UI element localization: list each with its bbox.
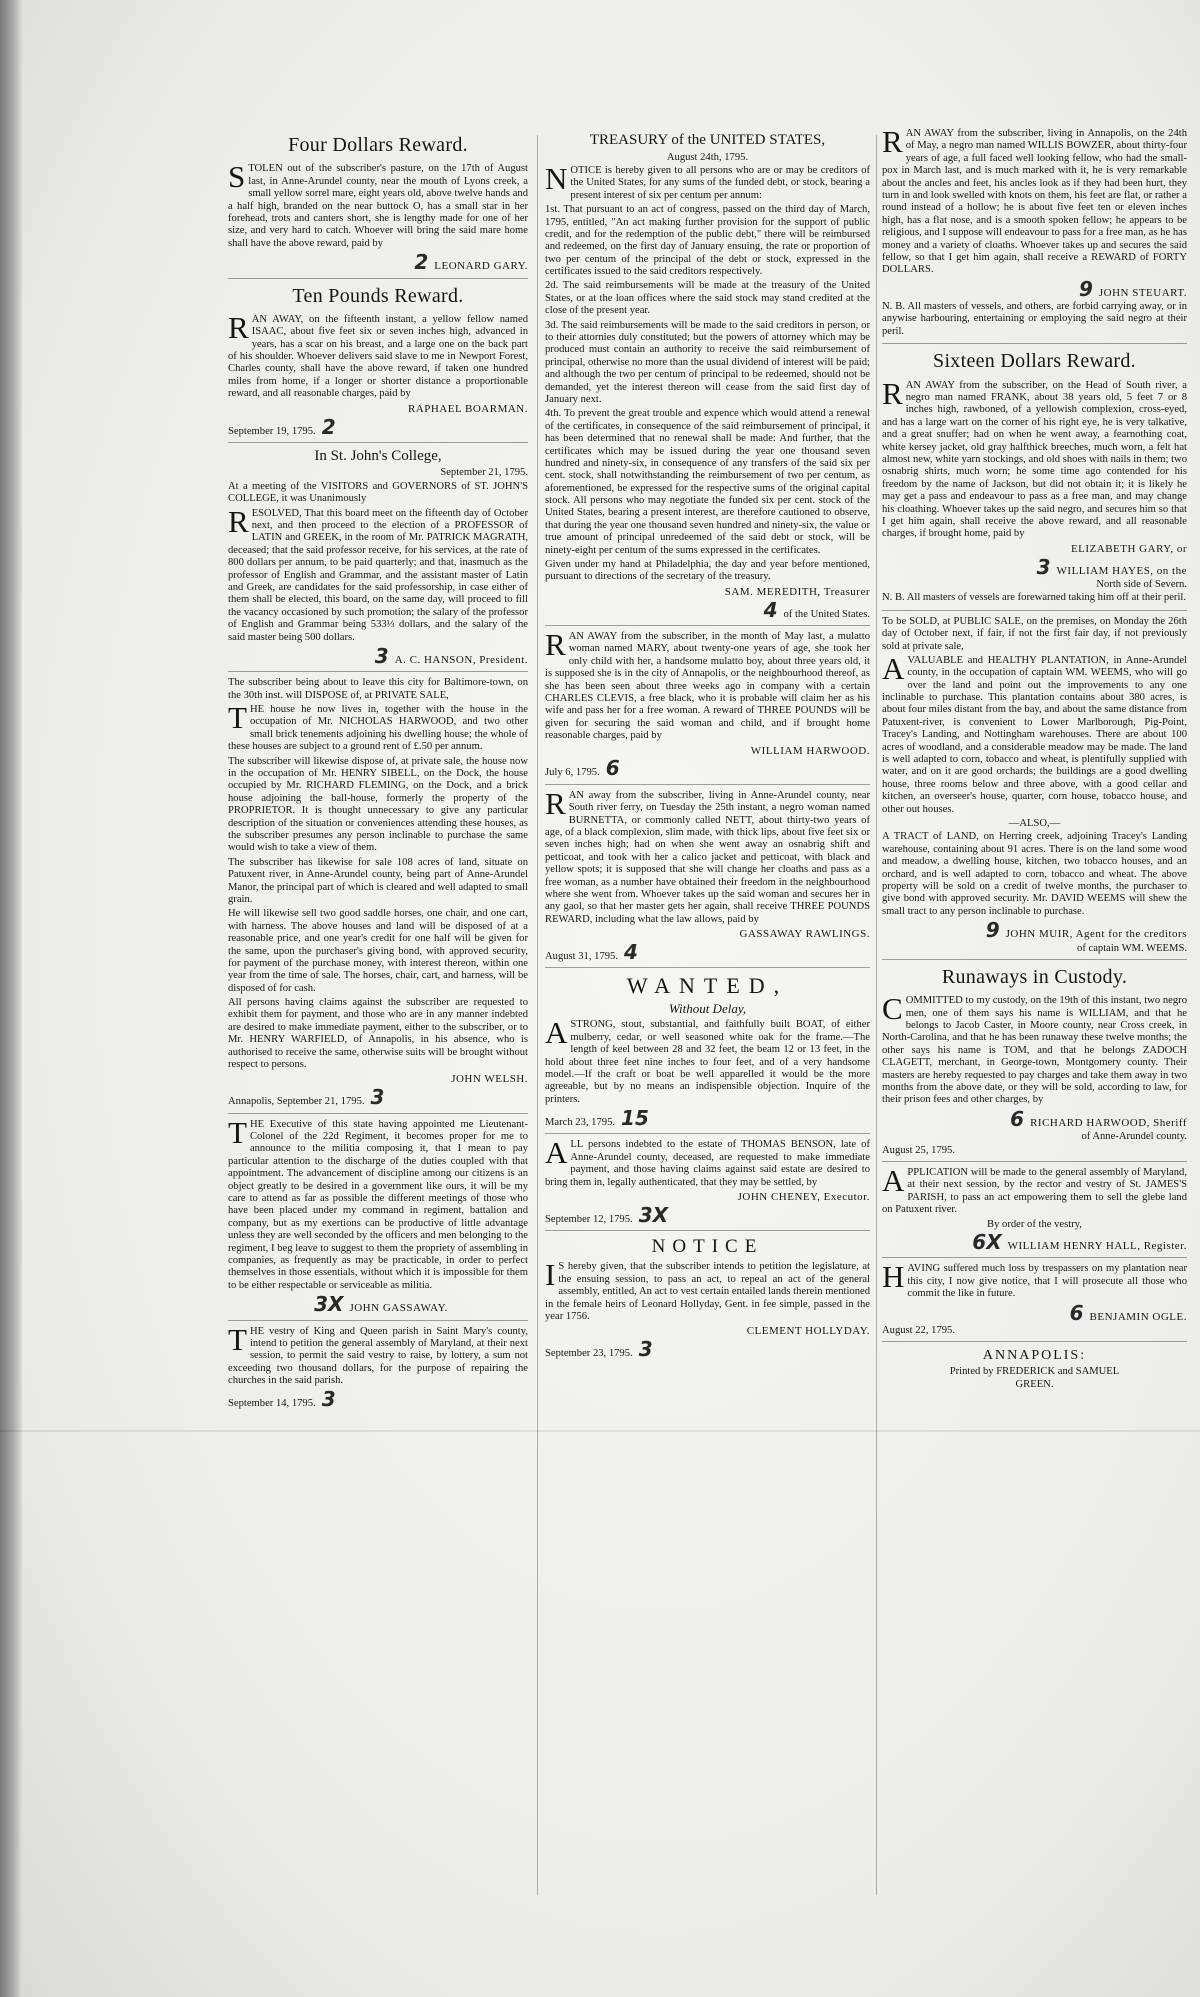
- ad-date: September 21, 1795.: [440, 467, 528, 479]
- ad-signer-title: of captain WM. WEEMS.: [1077, 942, 1187, 954]
- ad-signer-address: North side of Severn.: [1096, 578, 1187, 590]
- ad-title: Four Dollars Reward.: [288, 134, 468, 156]
- ad-title: Ten Pounds Reward.: [292, 284, 464, 307]
- ad-body: RESOLVED, That this board meet on the fifteenth day of October next, and then proceed to the election of a PROFESSOR of LATIN and GREEK, in the room of Mr. PATRICK MAGRATH, deceased; that the said professor receive, for his services, at the rate of 800 dollars per annum, to be paid quarterly; and that, inasmuch as the professor of English and Grammar, and the assistant master of Latin and Greek, are candidates for the said professorship, in case either of them shall be elected, this board, on the same day, will proceed to fill the vacancy occasioned by such promotion; the salary of the professor of English and Grammar being 533⅓ dollars, and the salary of the said master being 500 dollars.: [228, 503, 528, 643]
- ad-paragraph: All persons having claims against the subscriber are requested to exhibit them for payment, and those who are in any manner indebted are desired to make immediate payment, either to the subscriber, or to Mr. HENRY WARFIELD, of Annapolis, in his absence, who is authorised to receive the same, otherwise suits will be brought without respect to persons.: [228, 997, 528, 1071]
- ad-note: N. B. All masters of vessels are forewarned taking him off at their peril.: [882, 592, 1186, 604]
- ad-separator: —ALSO,—: [1008, 818, 1061, 829]
- handwritten-mark: 3: [1036, 554, 1051, 579]
- ad-signer-title: of the United States.: [783, 608, 870, 620]
- ad-body: THE Executive of this state having appointed me Lieutenant-Colonel of the 22d Regiment, it becomes proper for me to announce to the militia composing it, that I mean to pay particular attention to the discharge of the duties coupled with that appointment. The advancement of discipline among our citizens is an object greatly to be desired in a government like ours, it will be my care to attend as far as possible the different meetings of those who have been placed under my command in regiment, battalion and company, but as my exertions can be productive of little advantage unless they are well seconded by the officers and men belonging to the regiment, I beg leave to suggest to them the propriety of assembling in companies, as frequently as may be practicable, in order to perfect themselves in those essentials, without which it is impossible for them to be either respectable or serviceable as militia.: [228, 1114, 528, 1291]
- ad-date: August 24th, 1795.: [666, 151, 749, 163]
- ad-body: APPLICATION will be made to the general assembly of Maryland, at their next session, by the rector and vestry of St. JAMES'S PARISH, to pass an act empowering them to sell the glebe land on Patuxent river.: [882, 1162, 1187, 1216]
- handwritten-mark: 9: [985, 918, 1000, 943]
- ad-intro: The subscriber being about to leave this city for Baltimore-town, on the 30th inst. will DISPOSE of, at PRIVATE SALE,: [228, 677, 528, 701]
- advertisement-vestry-lottery: [228, 1321, 528, 1415]
- ad-date: September 19, 1795.: [228, 425, 316, 437]
- handwritten-mark: 3: [374, 643, 389, 668]
- ad-signer-title: of Anne-Arundel county.: [1081, 1131, 1187, 1143]
- ad-signer: RAPHAEL BOARMAN.: [407, 402, 528, 415]
- binding-edge: [0, 0, 22, 1997]
- handwritten-mark: 6: [1010, 1106, 1025, 1131]
- ad-signer: BENJAMIN OGLE.: [1089, 1310, 1187, 1323]
- ad-paragraph: The subscriber has likewise for sale 108 acres of land, situate on Patuxent river, in Anne-Arundel county, being part of Anne-Arundel Manor, the principal part of which is cleared and well adapted to small grain.: [228, 856, 528, 905]
- ad-signer: GASSAWAY RAWLINGS.: [739, 928, 870, 941]
- advertisement-ten-pounds-reward: [228, 285, 528, 443]
- left-column: [228, 128, 528, 1420]
- ad-paragraph: 2d. The said reimbursements will be made at the treasury of the United States, or at the loan offices where the said stock may stand credited at the close of the present year.: [545, 280, 870, 317]
- ad-subtitle: Without Delay,: [668, 1001, 747, 1017]
- ad-paragraph: 3d. The said reimbursements will be made to the said creditors in person, or to their attornies duly constituted; but the powers of attorney which may be produced must contain an authority to receive the said reimbursement of principal, otherwise no more than the usual dividend of interest will be paid; and although the two per centum of principal to be redeemed, should not be demanded, yet the interest thereon will cease from the said first day of January next.: [545, 319, 870, 405]
- ad-note: N. B. All masters of vessels, and others, are forbid carrying away, or in anywise harbouring, entertaining or employing the said negro at their peril.: [882, 301, 1187, 337]
- advertisement-trespassers-notice: [882, 1259, 1187, 1342]
- ad-date: September 23, 1795.: [545, 1348, 633, 1360]
- ad-body: A TRACT of LAND, on Herring creek, adjoining Tracey's Landing warehouse, containing about 91 acres. There is on the land some wood and meadow, a dwelling house, kitchen, two tobacco houses, and an orchard, and is well adapted to corn, tobacco and wheat. The above property will be sold on a credit of twelve months, the purchaser to give bond with approved security. Mr. DAVID WEEMS will shew the small tract to any person inclinable to purchase.: [882, 831, 1187, 917]
- ad-date: August 22, 1795.: [882, 1324, 955, 1336]
- ad-order: By order of the vestry,: [987, 1218, 1082, 1230]
- advertisement-public-sale: [882, 616, 1187, 960]
- handwritten-mark: 6: [1069, 1300, 1084, 1325]
- ad-body: RAN AWAY from the subscriber, in the month of May last, a mulatto woman named MARY, about twenty-one years of age, she took her only child with her, a handsome mulatto boy, about three years old, it is supposed she is in the city of Annapolis, or the neighbourhood thereof, as she has been seen about three weeks ago in company with a certain CHARLES CLEVIS, a free black, who it is probable will claim her as his wife and pass her for a free woman. A reward of THREE POUNDS will be given for securing the said woman and child, and if brought home reasonable charges, paid by: [545, 627, 870, 742]
- ad-paragraph: Given under my hand at Philadelphia, the day and year before mentioned, pursuant to directions of the secretary of the treasury.: [545, 559, 870, 583]
- ad-body: RAN AWAY, on the fifteenth instant, a yellow fellow named ISAAC, about five feet six or seven inches high, advanced in years, has a scar on his breast, and a large one on the back part of his shoulder. Whoever delivers said slave to me in Newport Forest, Charles county, shall have the above reward, if taken one hundred miles from home, if a longer or shorter distance a proportionable reward, and all reasonable charges, paid by: [228, 309, 528, 400]
- handwritten-mark: 3X: [638, 1202, 669, 1227]
- advertisement-private-sale: [228, 677, 528, 1113]
- ad-signer: CLEMENT HOLLYDAY.: [746, 1325, 870, 1338]
- ad-title: NOTICE: [651, 1236, 764, 1258]
- handwritten-mark: 3: [638, 1337, 653, 1362]
- ad-date: September 14, 1795.: [228, 1398, 316, 1410]
- ad-paragraph: He will likewise sell two good saddle horses, one chair, and one cart, with harness. The above houses and land will be disposed of at a reasonable price, and one year's credit for one half will be given for the same, upon the purchaser's giving bond, with approved security, for payment of the purchase money, with interest thereon, within one year from the time of sale. The horses, chair, cart, and harness, will be disposed of for cash.: [228, 908, 528, 994]
- handwritten-mark: 4: [763, 597, 778, 622]
- advertisement-wanted-boat: [545, 973, 870, 1134]
- ad-body: RAN AWAY from the subscriber, on the Head of South river, a negro man named FRANK, about 38 years old, 5 feet 7 or 8 inches high, rawboned, of a yellowish complexion, cross-eyed, and has a large wart on the corner of his right eye, he is very talkative, and a great snuffer; had on when he went away, a fearnothing coat, white kersey jacket, old gray halfthick breeches, much worn, a felt hat almost new, white yarn stockings, and old shoes with nails in them; two osnabrig shirts, much worn; he some time ago contended for his freedom by the name of Jackson, but did not obtain it; it is likely he may get a pass and endeavour to pass as a free man, and may change his cloathing. Whoever takes up the said negro, and secures him so that I get him again, shall receive the above reward, and all reasonable charges, if brought home, paid by: [882, 375, 1187, 540]
- ad-paragraph: 1st. That pursuant to an act of congress, passed on the third day of March, 1795, entitled, "An act making further provision for the support of public credit, and for the redemption of the public debt," there will be reimbursed and redeemed, on the first day of January ensuing, the rate or proportion of two per centum of the principal of the debt or stock, expressed in the certificates issued to the said creditors respectively.: [545, 204, 870, 278]
- ad-paragraph: THE house he now lives in, together with the house in the occupation of Mr. NICHOLAS HARWOOD, and two other small brick tenements adjoining his dwelling house; the whole of these houses are subject to a ground rent of £.50 per annum.: [228, 700, 528, 753]
- ad-body: AVALUABLE and HEALTHY PLANTATION, in Anne-Arundel county, in the occupation of captain WM. WEEMS, who will go over the land and point out the improvements to any one inclinable to purchase. This plantation contains about 380 acres, is about four miles distant from the bay, and about the same distance from Patuxent-river, is convenient to Lower Marlborough, Pig-Point, Tracey's Landing, and Nottingham warehouses. There are about 100 acres of woodland, and a considerable meadow may be made. The land is well adapted to corn, tobacco and wheat, is plentifully supplied with water, and on it are good orchards; the buildings are a good dwelling house, three rooms below and three above, with a good cellar and kitchen, an overseer's house, quarter, corn house, tobacco house, and other out houses.: [882, 650, 1187, 815]
- ad-date: August 31, 1795.: [545, 951, 618, 962]
- ad-signer: RICHARD HARWOOD, Sheriff: [1030, 1116, 1187, 1129]
- ad-body: THE vestry of King and Queen parish in Saint Mary's county, intend to petition the general assembly of Maryland, at their next session, to permit the said vestry to raise, by lottery, a sum not exceeding two thousand dollars, for the purpose of repairing the churches in the said parish.: [228, 1321, 528, 1387]
- handwritten-mark: 15: [621, 1106, 649, 1131]
- imprint-city: ANNAPOLIS:: [982, 1348, 1087, 1364]
- advertisement-four-dollars-reward: [228, 134, 528, 279]
- ad-signer: JOHN GASSAWAY.: [349, 1302, 448, 1315]
- ad-date: July 6, 1795.: [545, 767, 600, 779]
- ad-signer: A. C. HANSON, President.: [394, 653, 528, 666]
- ad-body: HAVING suffered much loss by trespassers on my plantation near this city, I now give notice, that I will prosecute all those who commit the like in future.: [882, 1259, 1187, 1300]
- ad-intro: To be SOLD, at PUBLIC SALE, on the premises, on Monday the 26th day of October next, if fair, if not the first fair day, if not previously sold at private sale,: [882, 615, 1187, 652]
- ad-title: TREASURY of the UNITED STATES,: [589, 132, 826, 148]
- ad-signer: JOHN WELSH.: [451, 1073, 528, 1086]
- handwritten-mark: 3: [370, 1085, 385, 1110]
- ad-signer: WILLIAM HARWOOD.: [750, 744, 870, 757]
- imprint-printers: GREEN.: [1015, 1379, 1054, 1391]
- ad-date: March 23, 1795.: [545, 1117, 616, 1129]
- ad-title: Sixteen Dollars Reward.: [933, 350, 1136, 373]
- ad-title: WANTED,: [626, 973, 789, 999]
- middle-column: [545, 128, 870, 1370]
- ad-title: In St. John's College,: [314, 447, 442, 464]
- advertisement-st-johns-college: [228, 448, 528, 672]
- advertisement-militia-notice: [228, 1114, 528, 1321]
- ad-signer: JOHN CHENEY, Executor.: [737, 1191, 870, 1204]
- ad-title: Runaways in Custody.: [941, 965, 1128, 988]
- ad-body: ASTRONG, stout, substantial, and faithfully built BOAT, of either mulberry, cedar, or well seasoned white oak for the frame.—The length of keel between 28 and 32 feet, the beam 12 or 13 feet, in the hold about three feet nine inches to four feet, and of a very handsome model.—If the craft or boat be well apparelled it would be the more agreeable, but by no means an indispensible objection. Inquire of the printers.: [545, 1015, 870, 1105]
- ad-signer: LEONARD GARY.: [434, 260, 528, 273]
- column-rule: [876, 135, 877, 1895]
- ad-date: August 25, 1795.: [882, 1144, 955, 1156]
- handwritten-mark: 6X: [972, 1229, 1002, 1254]
- ad-paragraph: The subscriber will likewise dispose of, at private sale, the house now in the occupation of Mr. HENRY SIBELL, on the Dock, the house occupied by Mr. RICHARD FLEMING, on the Dock, and a brick house adjoining the ball-house, formerly the property of the PROPRIETOR. It is thought unnecessary to give any particular description of the situation or conveniences attending these houses, as the subscriber presumes any person inclinable to purchase the same would wish to take a view of them.: [228, 755, 528, 854]
- ad-signer: JOHN STEUART.: [1098, 286, 1187, 299]
- handwritten-mark: 3: [321, 1387, 336, 1412]
- handwritten-mark: 3X: [314, 1292, 344, 1317]
- advertisement-runaway-willis: [882, 124, 1187, 344]
- handwritten-mark: 2: [414, 250, 429, 275]
- right-column: [882, 124, 1187, 1392]
- printer-imprint: [882, 1348, 1187, 1391]
- handwritten-mark: 4: [623, 940, 638, 964]
- ad-signer: ELIZABETH GARY, or: [1070, 542, 1187, 555]
- ad-signer: WILLIAM HAYES, on the: [1056, 564, 1187, 577]
- advertisement-sixteen-dollars-reward: [882, 350, 1187, 611]
- advertisement-treasury-notice: [545, 132, 870, 626]
- ad-body: RAN away from the subscriber, living in Anne-Arundel county, near South river ferry, on Tuesday the 25th instant, a negro woman named BURNETTA, or commonly called NETT, about thirty-two years of age, of a black complexion, slim made, with thick lips, about five feet six or seven inches high; had on when she went away an osnabrig shift and petticoat, and took with her a calico jacket and petticoat, with black and yellow spots; it is supposed that she will change her cloaths and pass as a free woman, as a number have obtained their freedom in the neighbourhood where she went from. Whoever takes up the said woman and secures her in any gaol, so that her master gets her again, shall receive THREE POUNDS REWARD, including what the law allows, paid by: [545, 785, 870, 925]
- ad-body: RAN AWAY from the subscriber, living in Annapolis, on the 24th of May, a negro man named WILLIS BOWZER, about thirty-four years of age, a full faced well looking fellow, who had the small-pox in March last, and is much marked with it, he is very remarkable about the ancles and feet, his ancles look as if they had been hurt, they turn in and look swelled with knots on them, his feet are flat, or rather a round instead of a hollow; he is about five feet ten or eleven inches high, has a flat nose, and is a smooth spoken fellow; he appears to be religious, and I suppose will endeavour to pass for a free man, as he has money and a variety of cloaths. Whoever takes up and secures the said fellow, so that I get him again, shall receive a REWARD of FORTY DOLLARS.: [882, 124, 1187, 276]
- ad-body: IS hereby given, that the subscriber intends to petition the legislature, at the ensuing session, to pass an act, to repeal an act of the general assembly, entitled, An act to vest certain entailed lands therein mentioned in the female heirs of Leonard Hollyday, Gent. in fee simple, passed in the year 1756.: [545, 1257, 870, 1323]
- advertisement-benson-estate: [545, 1135, 870, 1231]
- ad-signer: SAM. MEREDITH, Treasurer: [724, 585, 870, 598]
- imprint-printers: Printed by FREDERICK and SAMUEL: [949, 1365, 1120, 1377]
- ad-date: Annapolis, September 21, 1795.: [228, 1096, 365, 1108]
- advertisement-st-james-parish: [882, 1162, 1187, 1258]
- ad-body: COMMITTED to my custody, on the 19th of this instant, two negro men, one of them says his name is WILLIAM, and that he belongs to Jacob Caster, in Moore county, near Cross creek, in North-Carolina, and that he has been runaway these twelve months; the other says his name is TOM, and that he belongs ZADOCH CLAGETT, merchant, in George-town, Montgomery county. Their masters are hereby requested to pay charges and take them away in two months from the above date, or they will be sold, according to law, for their prison fees and other charges, by: [882, 991, 1187, 1106]
- ad-body: NOTICE is hereby given to all persons who are or may be creditors of the United States, for any sums of the funded debt, or stock, bearing a present interest of six per centum per annum:: [545, 160, 870, 201]
- handwritten-mark: 2: [321, 414, 336, 439]
- advertisement-runaways-in-custody: [882, 966, 1187, 1162]
- handwritten-mark: 6: [605, 756, 620, 781]
- ad-signer: WILLIAM HENRY HALL, Register.: [1007, 1239, 1187, 1252]
- advertisement-runaway-burnetta: [545, 785, 870, 969]
- advertisement-hollyday-notice: [545, 1236, 870, 1364]
- ad-body: STOLEN out of the subscriber's pasture, on the 17th of August last, in Anne-Arundel county, near the mouth of Lyons creek, a small yellow sorrel mare, eight years old, above twelve hands and a half high, branded on the near buttock O, has a small star in her forehead, trots and canters short, she is lengthy made for one of her size, and very hard to catch. Whoever will bring the said mare home shall have the above reward, paid by: [228, 159, 528, 249]
- handwritten-mark: 9: [1078, 276, 1093, 301]
- ad-signer: JOHN MUIR, Agent for the creditors: [1005, 928, 1187, 941]
- column-rule: [537, 135, 538, 1895]
- ad-intro: At a meeting of the VISITORS and GOVERNORS of ST. JOHN'S COLLEGE, it was Unanimously: [228, 480, 528, 505]
- ad-body: ALL persons indebted to the estate of THOMAS BENSON, late of Anne-Arundel county, deceased, are requested to make immediate payment, and those having claims against said estate are desired to bring them in, legally authenticated, that they may be settled, by: [545, 1135, 870, 1188]
- advertisement-runaway-mary: [545, 627, 870, 785]
- ad-paragraph: 4th. To prevent the great trouble and expence which would attend a renewal of the certificates, in consequence of the said reimbursement of principal, it has been determined that no renewal shall be made: And further, that the certificates which may be issued during the year one thousand seven hundred and ninety-six, in consequence of any transfers of the said six per cent. stock, shall notwithstanding the reimbursement of two per centum, as aforementioned, be expressed for the respective sums of the original capital stock. All persons who may negotiate the funded six per cent. stock of the United States, bearing a present interest, are therefore cautioned to observe, that during the year one thousand seven hundred and ninety-six, the value or true amount of principal unredeemed of the said debt or stock, will be ninety-eight per centum of the sums expressed in the certificates.: [545, 408, 870, 556]
- page-fold-line: [0, 1430, 1200, 1432]
- ad-date: September 12, 1795.: [545, 1213, 633, 1225]
